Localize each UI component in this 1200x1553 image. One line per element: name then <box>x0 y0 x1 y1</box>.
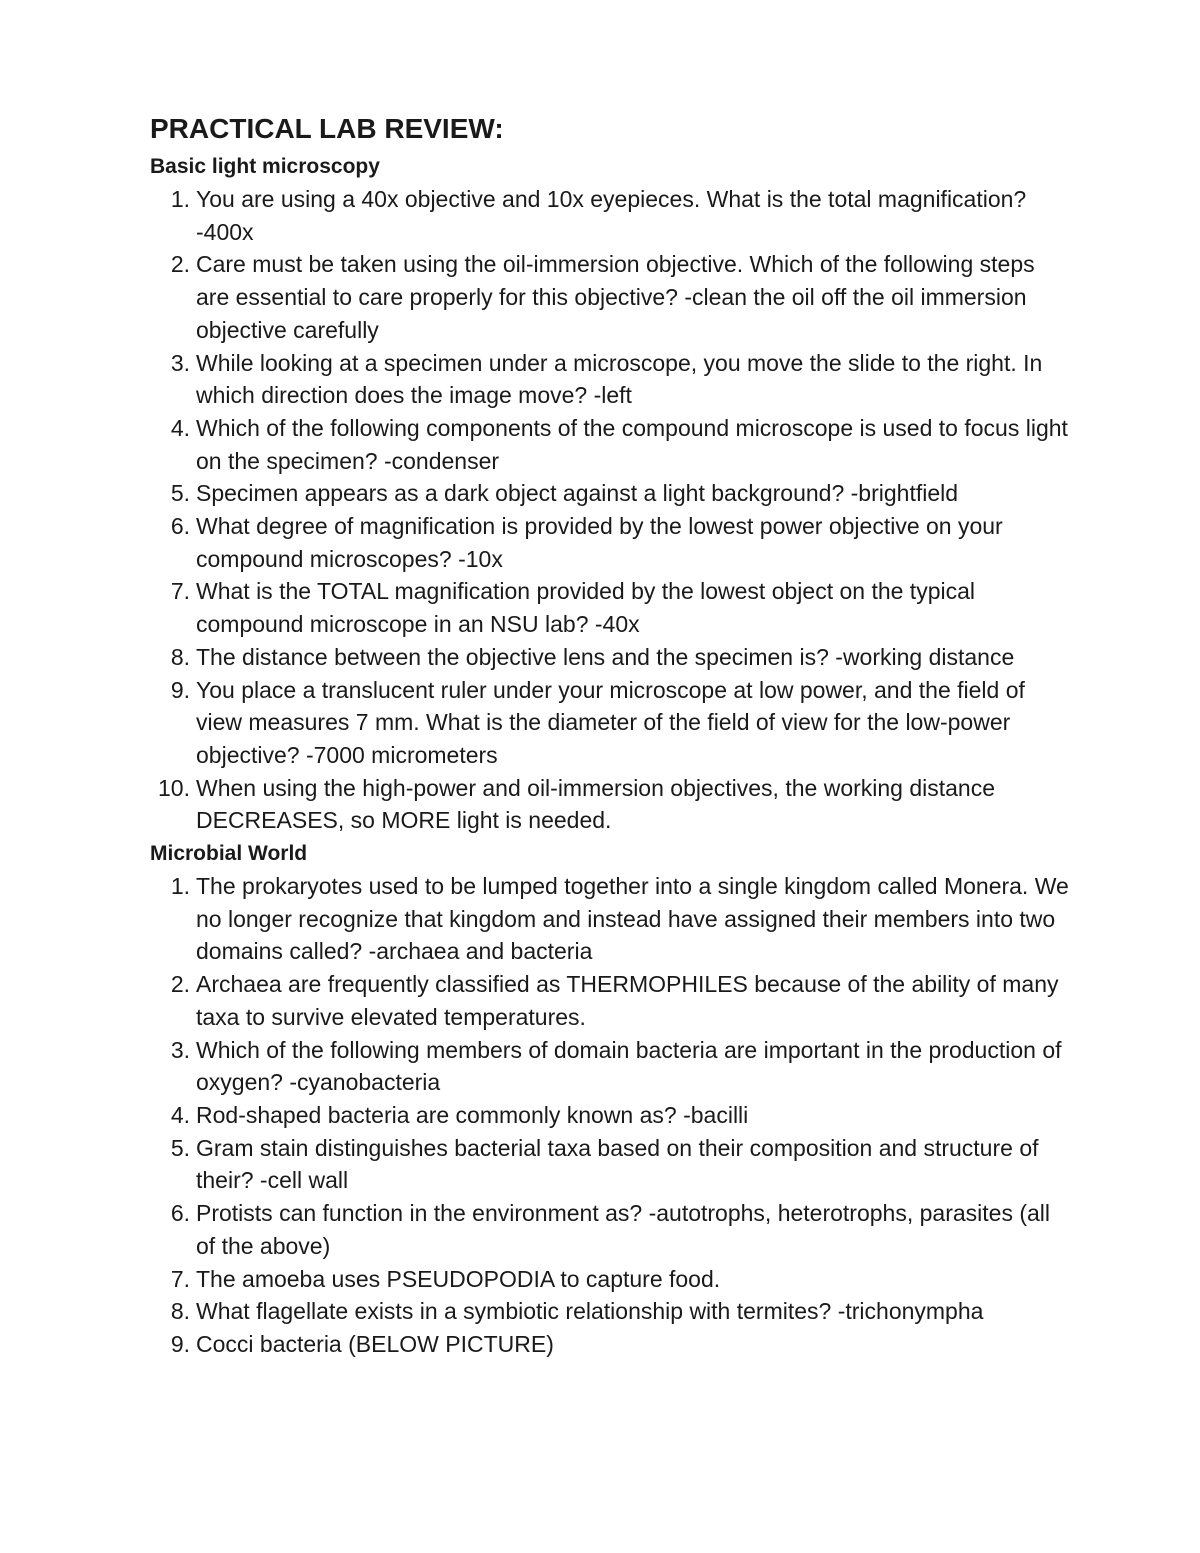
list-item <box>150 412 1070 477</box>
item-text: The amoeba uses PSEUDOPODIA to capture food. <box>196 1265 721 1292</box>
list-item <box>150 1197 1070 1262</box>
item-number: 5. <box>170 1134 190 1161</box>
list-item <box>150 510 1070 575</box>
item-number: 6. <box>170 513 190 540</box>
list-item <box>150 1328 1070 1361</box>
list-item <box>150 968 1070 1033</box>
item-text: Which of the following components of the compound microscope is used to focus light on the specimen? -condenser <box>196 414 1068 474</box>
section-heading-microbial-world: Microbial World <box>150 842 308 866</box>
item-text: You are using a 40x objective and 10x eyepieces. What is the total magnification? -400x <box>196 186 1027 245</box>
microscopy-question-list <box>150 183 1070 837</box>
item-text: Which of the following members of domain bacteria are important in the production of oxygen? -cyanobacteria <box>196 1036 1062 1096</box>
list-item <box>150 1263 1070 1296</box>
microbial-question-list <box>150 870 1070 1361</box>
item-text: What is the TOTAL magnification provided by the lowest object on the typical compound microscope in an NSU lab? -40x <box>196 578 976 638</box>
list-item <box>150 1034 1070 1099</box>
list-item <box>150 347 1070 412</box>
item-number: 1. <box>170 873 190 900</box>
item-number: 8. <box>170 643 190 670</box>
section-heading-microscopy: Basic light microscopy <box>150 155 380 178</box>
item-text: While looking at a specimen under a microscope, you move the slide to the right. In which direction does the image move? -left <box>196 349 1043 409</box>
list-item <box>150 674 1070 772</box>
item-number: 9. <box>170 1330 190 1357</box>
item-number: 5. <box>170 480 190 507</box>
item-number: 3. <box>170 349 190 376</box>
list-item <box>150 248 1070 346</box>
item-text: Specimen appears as a dark object against a light background? -brightfield <box>196 480 959 507</box>
item-text: You place a translucent ruler under your microscope at low power, and the field of view measures 7 mm. What is the diameter of the field of view for the low-power objective? -7000 micrometers <box>196 676 1025 768</box>
list-item <box>150 870 1070 968</box>
item-number: 6. <box>170 1200 190 1227</box>
item-text: The distance between the objective lens and the specimen is? -working distance <box>196 643 1015 670</box>
item-text: Cocci bacteria (BELOW PICTURE) <box>196 1330 554 1357</box>
page-title: PRACTICAL LAB REVIEW: <box>150 113 504 144</box>
item-text: When using the high-power and oil-immersion objectives, the working distance DECREASES, so MORE light is needed. <box>196 774 996 834</box>
item-number: 2. <box>170 971 190 998</box>
list-item <box>150 1132 1070 1197</box>
item-number: 1. <box>170 186 190 212</box>
item-text: The prokaryotes used to be lumped together into a single kingdom called Monera. We no longer recognize that kingdom and instead have assigned their members into two domains called? -archaea and bacteria <box>196 873 1069 965</box>
item-number: 4. <box>170 1101 190 1128</box>
list-item <box>150 477 1070 510</box>
item-text: Gram stain distinguishes bacterial taxa based on their composition and structure of their? -cell wall <box>196 1134 1039 1194</box>
item-number: 9. <box>170 676 190 703</box>
item-text: Rod-shaped bacteria are commonly known as? -bacilli <box>196 1101 749 1128</box>
list-item <box>150 1295 1070 1328</box>
item-text: Protists can function in the environment as? -autotrophs, heterotrophs, parasites (all of the above) <box>196 1200 1051 1259</box>
list-item <box>150 641 1070 674</box>
list-item <box>150 575 1070 640</box>
item-text: What degree of magnification is provided by the lowest power objective on your compound microscopes? -10x <box>196 513 1003 572</box>
list-item <box>150 1099 1070 1132</box>
list-item <box>150 772 1070 837</box>
item-text: Archaea are frequently classified as THERMOPHILES because of the ability of many taxa to survive elevated temperatures. <box>196 971 1059 1030</box>
item-text: Care must be taken using the oil-immersion objective. Which of the following steps are essential to care properly for this objective? -clean the oil off the oil immersion objective carefully <box>196 251 1035 343</box>
item-number: 10. <box>158 774 190 801</box>
item-number: 2. <box>170 251 190 278</box>
item-number: 3. <box>170 1036 190 1063</box>
item-number: 8. <box>170 1298 190 1325</box>
document-page <box>150 108 1070 1361</box>
item-number: 4. <box>170 414 190 441</box>
item-number: 7. <box>170 1265 190 1292</box>
item-number: 7. <box>170 578 190 605</box>
list-item <box>150 183 1070 248</box>
item-text: What flagellate exists in a symbiotic relationship with termites? -trichonympha <box>196 1298 984 1325</box>
